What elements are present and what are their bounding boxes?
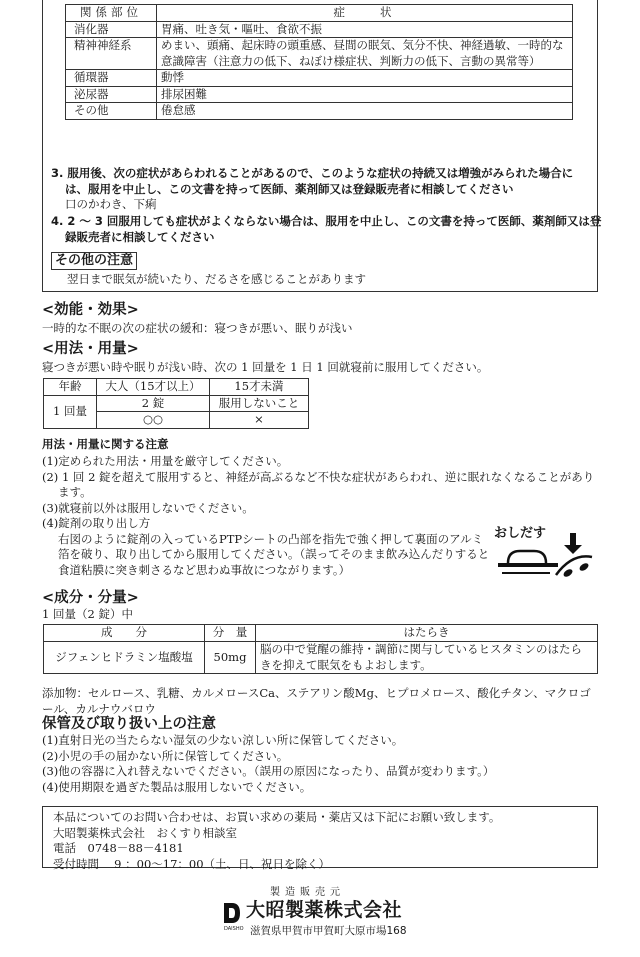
header-part: 関係部位 <box>66 5 157 22</box>
ingredient-cell: ジフェンヒドラミン塩酸塩 <box>44 642 205 674</box>
list-item: (3)就寝前以外は服用しないでください。 <box>42 500 254 515</box>
usage-notes-heading: 用法・用量に関する注意 <box>42 437 169 451</box>
press-tablet-icon <box>494 523 598 585</box>
additives-text: 添加物：セルロース、乳糖、カルメロースCa、ステアリン酸Mg、ヒプロメロース、酸化チタン、マクロゴール、カルナウバロウ <box>42 686 591 716</box>
efficacy-text: 一時的な不眠の次の症状の緩和：寝つきが悪い、眠りが浅い <box>42 321 353 335</box>
ptp-press-figure <box>494 523 598 585</box>
dosage-table <box>43 378 309 429</box>
adult-dose: 2 錠 <box>97 395 210 412</box>
contact-line: 大昭製薬株式会社 おくすり相談室 <box>53 825 237 840</box>
composition-table <box>43 624 598 674</box>
list-item: (2)小児の手の届かない所に保管してください。 <box>42 748 289 763</box>
figure-label: おしだす <box>494 526 547 541</box>
contact-box <box>42 806 598 871</box>
contact-line: 電話 0748－88－4181 <box>53 841 184 856</box>
part-cell: 精神神経系 <box>66 38 157 70</box>
manufacturer-block <box>218 886 438 948</box>
table-row <box>66 103 573 120</box>
function-cell: 脳の中で覚醒の維持・調節に関与しているヒスタミンのはたらきを抑えて眠気をもよおします。 <box>256 642 598 674</box>
daisho-logo-icon <box>222 901 242 925</box>
symptom-cell: 動悸 <box>157 70 573 87</box>
dosage-heading: <用法・用量> <box>42 341 139 357</box>
brand-mark: DAISHO <box>224 926 244 932</box>
composition-amount-line: 1 回量（2 錠）中 <box>42 607 133 621</box>
storage-heading: 保管及び取り扱い上の注意 <box>42 716 216 732</box>
list-item: (4)錠剤の取り出し方 <box>42 516 151 531</box>
amount-cell: 50mg <box>205 642 256 674</box>
efficacy-heading: <効能・効果> <box>42 302 139 318</box>
part-cell: 泌尿器 <box>66 86 157 103</box>
table-row <box>66 38 573 70</box>
dosage-text: 寝つきが悪い時や眠りが浅い時、次の 1 回量を 1 日 1 回就寝前に服用してください。 <box>42 360 489 374</box>
contact-line: 本品についてのお問い合わせは、お買い求めの薬局・薬店又は下記にお願い致します。 <box>53 810 501 824</box>
symptom-cell: 倦怠感 <box>157 103 573 120</box>
adult-label: 大人（15才以上） <box>97 379 210 396</box>
header-symptom: 症 状 <box>157 5 573 22</box>
symptom-cell: 排尿困難 <box>157 86 573 103</box>
table-row <box>66 70 573 87</box>
age-label: 年齢 <box>44 379 97 396</box>
header-ingredient: 成 分 <box>44 625 205 642</box>
dose-label: 1 回量 <box>44 395 97 428</box>
contact-line: 受付時間 9 ：00～17：00（土、日、祝日を除く） <box>53 856 331 871</box>
part-cell: その他 <box>66 103 157 120</box>
note-4: 4. 2 ～ 3 回服用しても症状がよくならない場合は、服用を中止し、この文書を持って医師、薬剤師又は登録販売者に相談してください <box>51 214 602 244</box>
note-3-text: 3. 服用後、次の症状があらわれることがあるので、このような症状の持続又は増強がみられた場合には、服用を中止し、この文書を持って医師、薬剤師又は登録販売者に相談してください <box>51 166 574 196</box>
table-row <box>44 642 598 674</box>
other-notes-heading: その他の注意 <box>51 252 137 270</box>
table-row <box>66 86 573 103</box>
manufacturer-role: 製造販売元 <box>270 887 345 898</box>
header-amount: 分 量 <box>205 625 256 642</box>
symptom-cell: めまい、頭痛、起床時の頭重感、昼間の眠気、気分不快、神経過敏、一時的な意識障害（注意力の低下、ねぼけ様症状、判断力の低下、言動の異常等） <box>157 38 573 70</box>
table-row <box>66 21 573 38</box>
symptom-cell: 胃痛、吐き気・嘔吐、食欲不振 <box>157 21 573 38</box>
part-cell: 消化器 <box>66 21 157 38</box>
note-3-sub: 口のかわき、下痢 <box>65 197 157 212</box>
child-dose: 服用しないこと <box>210 395 309 412</box>
part-cell: 循環器 <box>66 70 157 87</box>
table-row <box>44 625 598 642</box>
adult-mark: ○○ <box>97 412 210 429</box>
symptom-table-header <box>66 5 573 22</box>
list-item: (4)使用期限を過ぎた製品は服用しないでください。 <box>42 779 312 794</box>
company-address: 滋賀県甲賀市甲賀町大原市場168 <box>250 925 407 937</box>
company-name: 大昭製薬株式会社 <box>246 899 403 921</box>
table-row <box>44 395 309 412</box>
symptom-table <box>65 4 573 120</box>
list-item: (1)直射日光の当たらない湿気の少ない涼しい所に保管してください。 <box>42 733 404 747</box>
note-3 <box>51 166 591 213</box>
table-row <box>44 379 309 396</box>
list-item: (3)他の容器に入れ替えないでください。（誤用の原因になったり、品質が変わります。） <box>42 764 495 779</box>
list-item: (1)定められた用法・用量を厳守してください。 <box>42 454 289 468</box>
header-function: はたらき <box>256 625 598 642</box>
warnings-box <box>42 0 602 292</box>
child-label: 15才未満 <box>210 379 309 396</box>
extraction-text: 右図のように錠剤の入っているPTPシートの凸部を指先で強く押して裏面のアルミ箔を破り、取り出してから服用してください。（誤ってそのまま飲み込んだりすると食道粘膜に突き刺さるなど思わぬ事故につながります。） <box>58 531 490 577</box>
composition-heading: <成分・分量> <box>42 590 139 606</box>
child-mark: × <box>210 412 309 429</box>
storage-list <box>42 733 602 795</box>
list-item: (2) 1 回 2 錠を超えて服用すると、神経が高ぶるなど不快な症状があらわれ、逆に眠れなくなることがあります。 <box>42 469 595 500</box>
other-notes-text: 翌日まで眠気が続いたり、だるさを感じることがあります <box>67 272 366 286</box>
